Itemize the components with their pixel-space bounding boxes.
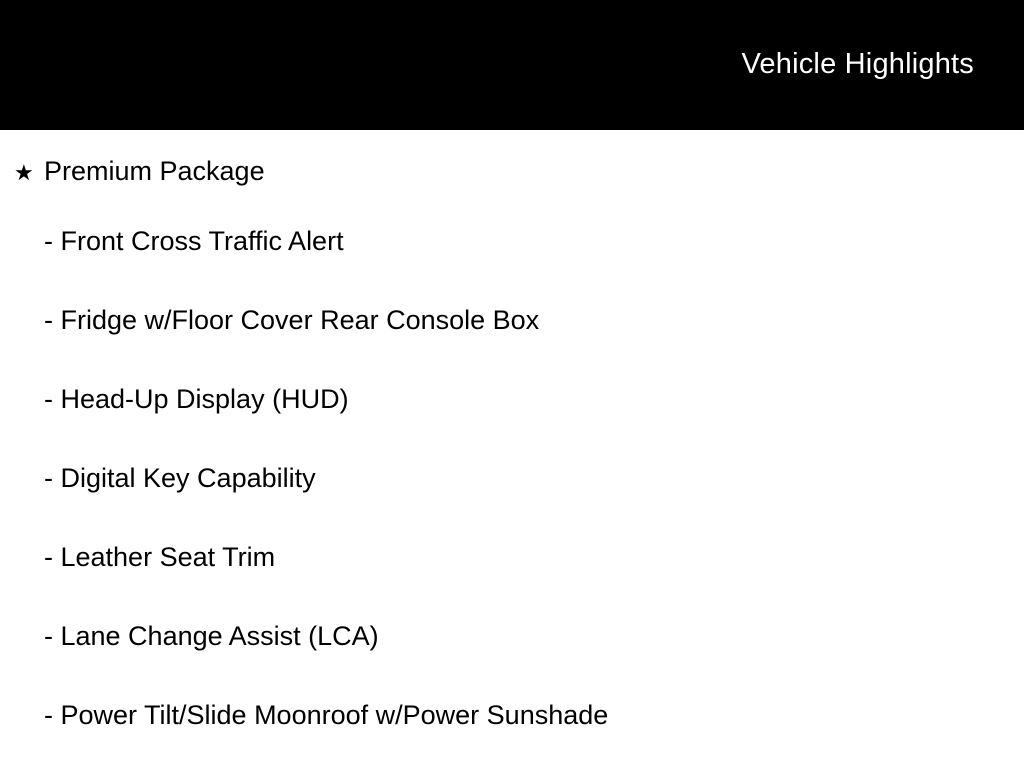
- list-item: - Front Cross Traffic Alert: [44, 226, 344, 256]
- list-item: - Power Tilt/Slide Moonroof w/Power Sunshade: [44, 700, 609, 730]
- list-item: - Leather Seat Trim: [44, 542, 276, 572]
- header-bar: [0, 0, 1024, 130]
- list-item: - Digital Key Capability: [44, 463, 316, 493]
- feature-list: [44, 228, 1004, 781]
- page-title: Vehicle Highlights: [741, 48, 974, 80]
- highlights-content: [0, 130, 1024, 768]
- premium-package-heading: [14, 156, 265, 187]
- list-item: - Fridge w/Floor Cover Rear Console Box: [44, 305, 540, 335]
- list-item: - Head-Up Display (HUD): [44, 384, 349, 414]
- list-item: - Lane Change Assist (LCA): [44, 621, 379, 651]
- group-label: Premium Package: [44, 156, 265, 186]
- star-icon: ★: [14, 160, 34, 185]
